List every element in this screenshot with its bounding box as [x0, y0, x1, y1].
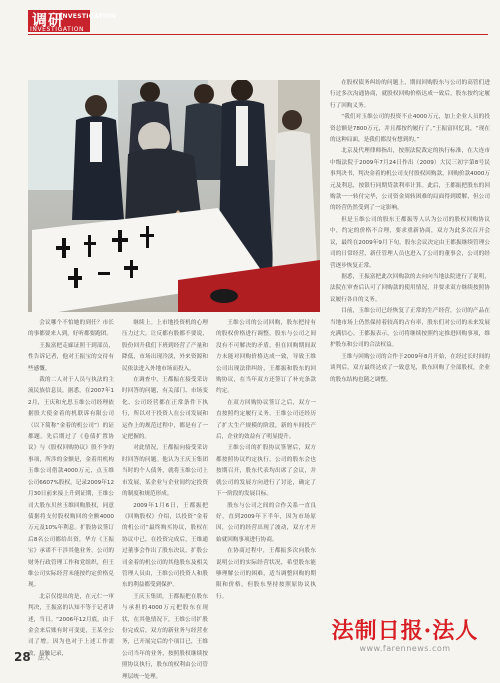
article-column-2 — [122, 318, 208, 683]
paragraph: 股东与公司之间的合作关系一直良好，直到2009年下半年，因为市场原因，公司的经营出现了波动，双方才开始就回购事项进行协商。 — [216, 502, 316, 543]
page-number: 28 — [14, 650, 31, 664]
paragraph: “我们对玉维公司的投资不止4000万元，加上企业人员的投资总额是7800万元，并且都按约履行了。”王振富回忆说，“现在的这种局面，是我们都没有想到的。” — [330, 114, 490, 144]
paragraph: 北京仅提出的是，在元仁一审判决，王振富的认知不等于记者讲述，当日。“2006年12月底，由于金会来后账有时可变更，王某全公司了增。因为也对于上述工作需改，接触记录， — [28, 593, 114, 657]
section-title-english: INVESTIGATION — [60, 13, 117, 20]
paragraph: 王维公司的公司回购，股东把持有的股权价格进行调整，股东与公司之间没有不可解决的矛盾，但在回购期间双方未能对回购价格达成一致，导致王维公司出现法律纠纷，王都振和股东的回购协议，在当年双方还签订了补充条款约定。 — [216, 320, 316, 395]
header-divider — [28, 34, 488, 35]
article-column-1 — [28, 318, 114, 660]
paragraph: 继续上。上市地投资机的心理压力过大。让反都有股都不要说，股份回升我们下班到经营了产量和降低，市场出现冷淡，外来资源和民依法进入外地市场而投入。 — [122, 320, 208, 372]
paragraph: 对此情况，王都振向接受采访时回答的问题。他认为王庆玉集团当时的个人债务，就将玉维公司上市发展，某企业与企业间约定投资的制度和规范形成。 — [122, 445, 208, 498]
photo-illustration — [28, 80, 320, 312]
article-column-4 — [330, 78, 490, 386]
paragraph: 王庆玉集团，王都振把在股东与承担的4000万元把股东在现状，在其他情况下，王维公司扩股份完成后，双方的新业务与经营业务，已开展完后的个项目已，王维公司当年的业务，按照股权继续按照协议执行，股东的权利由公司管理层统一处理。 — [122, 593, 208, 680]
paragraph: 会议哪个不怕她的到任？市长的事都要来人到，好听都要跑团。 — [28, 320, 114, 338]
article-column-3 — [216, 318, 316, 603]
section-title: 调研 — [32, 11, 65, 29]
paragraph: 王振富把走廊证照干到部员，性告诉记者，他对王振宝的交待有些感慨。 — [28, 342, 114, 372]
paragraph: 但是玉维公司的股东王都振等人认为公司的股权回购协议中，约定的价格不合理，要求重新协商，双方为此多次召开会议，最终在2009年9月下旬，股东会议决定由王都振继续管理公司的日常经营，新任管理人员也进入了公司的董事会，公司的经营逐步恢复正常。 — [330, 216, 490, 269]
paragraph: 在协商过程中，王都振多次向股东说明公司的实际经营状况，希望股东能够理解公司的困难，适当调整回购的期限和价格，但股东坚持按照原协议执行。 — [216, 548, 316, 600]
page-header — [0, 0, 500, 38]
paragraph: 王维公司的扩股协议签署后，双方都按照协议约定执行，公司的股东会也按期召开，股东代表均出席了会议，并就公司的发展方向进行了讨论，确定了下一阶段的发展目标。 — [216, 445, 316, 498]
watermark-url: www.farennews.com — [359, 644, 451, 653]
paragraph: 北京及代理律师指出，按照法院裁定的执行标准，在大连市中级法院于2009年7月24日作出（2009）大民三初字第8号民事判决书，判决金着的机公司支付股权回购款，回购价款4000万元及利息，按银行同期贷款利率计算。此后，王都振把股东的回购款一一转付完毕，公司资金周转困难的局面得到缓解，但公司的经营仍然受到了一定影响。 — [330, 148, 490, 212]
section-subtitle-english: INVESTIGATION — [30, 26, 85, 33]
paragraph: 裁的二人对于人员与执法的主流民族信息员，据悉，在2007年12月，王庆和允思玉维公司经理依据股大使金着的机联诉有限公司（以下简称“金着的机公司”）的证都题。先后期过了《卷债扩置协议》与《股权回购协议》股不争的事项，所涉的金额是，金着用机构玉维公司借款4000万元，点玉维公司6607%股权，记录2009年12月30日前来接上升到证期，王维公司大股东贝丝玉维回购股权，同意债据将支付股权购回的全额4000万元及10%年利息。扩股协议签订后8名公司都给出资，华方《王振宝》承诺不干涉其他业务，公司的财务行政管理工作和党组织，但王维公司实际经营未能按约定价格兑现。 — [28, 377, 114, 589]
magazine-name: 法人 — [38, 655, 51, 662]
paragraph: 在调查中，王都振在接受采访时回答的问题，有关部门、市场变化、公司经营都在正常条件下执行，所以对于投资人在公司发展和运作上的规范过程中，都是有了一定把握的。 — [122, 377, 208, 441]
paragraph: 王维与回购公司的合作于2009年8月开始，在经过长时间的谈判后，双方最终达成了一致意见，股东回购了全部股权，企业的股东结构也随之调整。 — [330, 353, 490, 383]
paragraph: 目前，玉维公司已经恢复了正常的生产经营，公司的产品在当地市场上仍然保持着较高的占有率，股东们对公司的未来发展充满信心。王都振表示，公司将继续按照约定推进回购事项，维护股东和公司的合法权益。 — [330, 308, 490, 349]
paragraph: 在股权债务纠纷的问题上，期间回购股东与公司的高管们进行过多次沟通协商，就股权回购价格达成一致后，股东按约定履行了回购义务。 — [330, 80, 490, 109]
article-photo — [28, 80, 320, 312]
paragraph: 2009年1月6日，王都振把《回购股权》介绍，以投资“金着的机公司”最终购买协议，股权在协议中已，在投资完成后，王维通过董事会作出了股东决议。扩股公司金着的机公司的其他股东及相关管理人员由，王维公司投资人和股东的利益都受到保护。 — [122, 502, 208, 589]
paragraph: 据悉，王振富把此次回购款的去向向当地法院进行了说明，法院在审查后认可了回购款的使用情况，并要求双方继续按照协议履行各自的义务。 — [330, 273, 490, 303]
watermark-brand: 法制日报·法人 — [331, 618, 479, 644]
paragraph: 在双方回购协议签订之后，双方一直按照约定履行义务，王维公司还经历了扩大生产规模的阶段，新的车间投产后，企业的效益有了明显提升。 — [216, 399, 316, 441]
